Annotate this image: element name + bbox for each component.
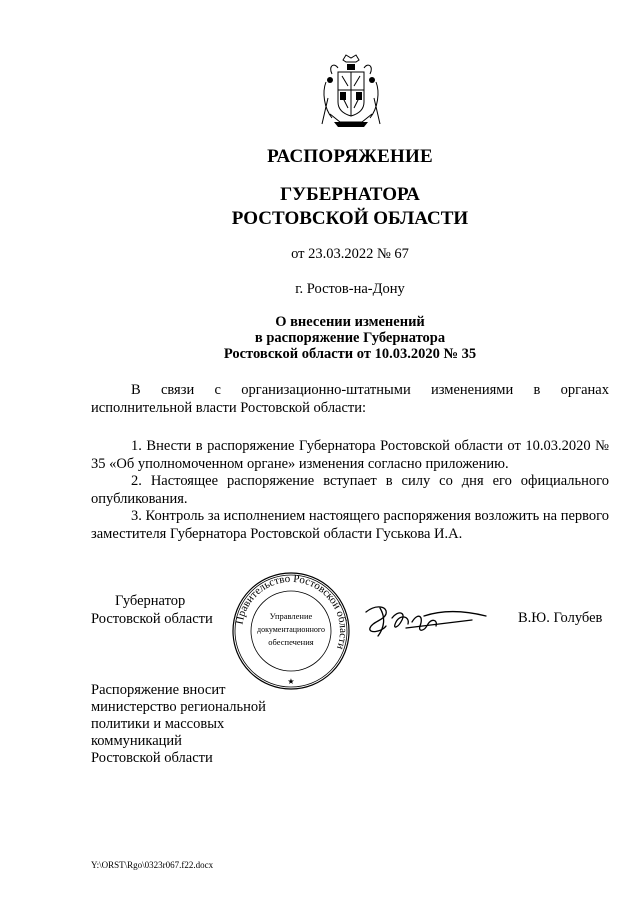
signatory-title xyxy=(91,592,213,628)
signatory-title-line-2: Ростовской области xyxy=(91,611,213,627)
official-seal-stamp xyxy=(230,570,352,692)
signatory-name: В.Ю. Голубев xyxy=(518,610,603,626)
seal-center-line-3: обеспечения xyxy=(268,637,314,647)
document-city: г. Ростов-на-Дону xyxy=(295,281,405,297)
document-date-number: от 23.03.2022 № 67 xyxy=(291,246,409,262)
subject-line-3: Ростовской области от 10.03.2020 № 35 xyxy=(223,346,477,362)
file-path-footer: Y:\ORST\Rgo\0323r067.f22.docx xyxy=(91,860,214,870)
seal-center-line-2: документационного xyxy=(257,625,325,634)
ordered-items xyxy=(91,438,609,543)
item-2: 2. Настоящее распоряжение вступает в силу со дня его официального опубликования. xyxy=(91,473,609,507)
subject-line-2: в распоряжение Губернатора xyxy=(254,330,446,346)
signatory-title-line-1: Губернатор xyxy=(115,593,186,609)
handwritten-signature xyxy=(362,598,492,642)
issuer-line-1: ГУБЕРНАТОРА xyxy=(280,184,420,205)
seal-center-line-1: Управление xyxy=(269,611,313,621)
note-line-3: политики и массовых xyxy=(91,716,225,732)
note-line-1: Распоряжение вносит xyxy=(91,682,226,698)
preamble-paragraph xyxy=(91,382,609,417)
preamble-text: В связи с организационно-штатными изменениями в органах исполнительной власти Ростовской области: xyxy=(91,382,609,416)
coat-of-arms-emblem xyxy=(318,52,384,128)
document-subject xyxy=(0,314,640,362)
seal-ring-text: Правительство Ростовской области xyxy=(233,572,350,651)
submission-note xyxy=(91,682,266,767)
note-line-2: министерство региональной xyxy=(91,699,266,715)
item-3: 3. Контроль за исполнением настоящего распоряжения возложить на первого заместителя Губернатора Ростовской области Гуськова И.А. xyxy=(91,508,609,542)
note-line-5: Ростовской области xyxy=(91,750,213,766)
subject-line-1: О внесении изменений xyxy=(275,314,425,330)
seal-star-icon: ★ xyxy=(287,677,295,686)
item-1: 1. Внести в распоряжение Губернатора Ростовской области от 10.03.2020 № 35 «Об уполномоченном органе» изменения согласно приложению. xyxy=(91,438,609,472)
note-line-4: коммуникаций xyxy=(91,733,182,749)
issuer-heading xyxy=(0,183,640,231)
document-type-heading: РАСПОРЯЖЕНИЕ xyxy=(267,146,433,167)
issuer-line-2: РОСТОВСКОЙ ОБЛАСТИ xyxy=(231,208,469,229)
